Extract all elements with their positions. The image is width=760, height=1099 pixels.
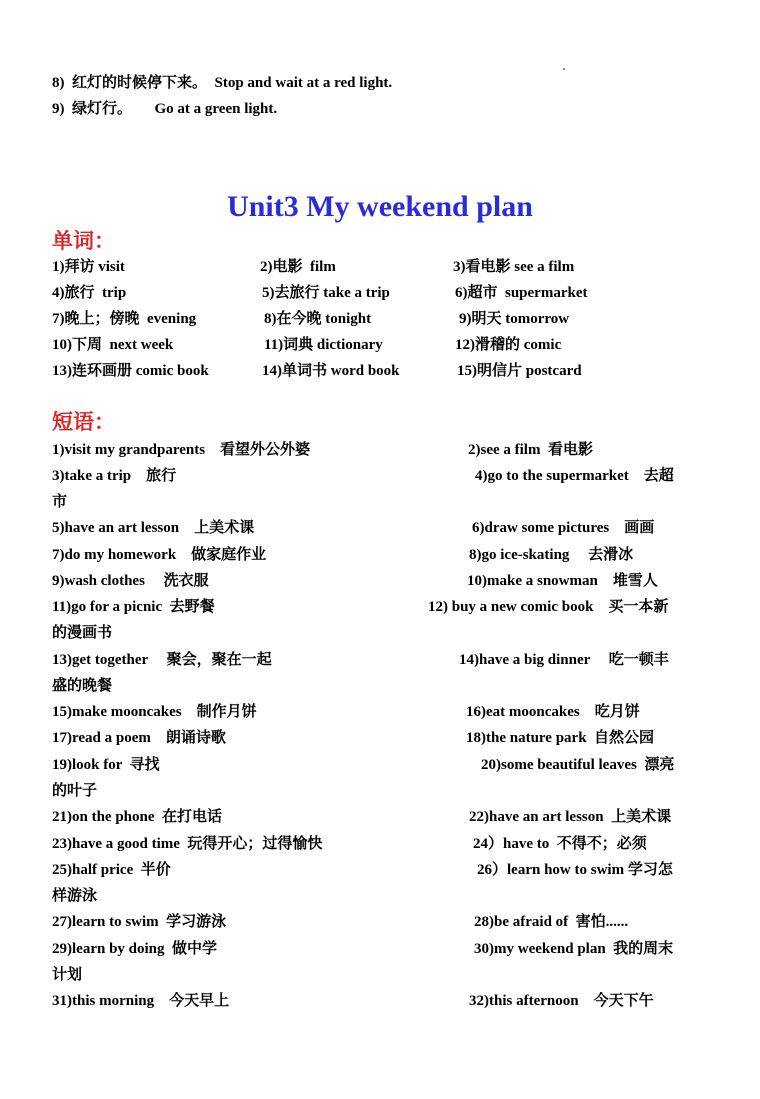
word-item: 11)词典 dictionary — [264, 337, 383, 353]
phrase-item: 14)have a big dinner 吃一顿丰 — [459, 652, 669, 668]
word-item: 13)连环画册 comic book — [52, 363, 209, 379]
phrase-item: 28)be afraid of 害怕...... — [474, 914, 629, 930]
scan-speck — [563, 68, 565, 70]
phrase-item: 5)have an art lesson 上美术课 — [52, 520, 255, 536]
phrase-continuation: 盛的晚餐 — [52, 678, 113, 694]
word-item: 2)电影 film — [260, 259, 336, 275]
phrase-item: 16)eat mooncakes 吃月饼 — [466, 704, 640, 720]
word-item: 6)超市 supermarket — [455, 285, 588, 301]
phrase-item: 26）learn how to swim 学习怎 — [477, 862, 673, 878]
word-item: 9)明天 tomorrow — [459, 311, 570, 327]
phrase-item: 25)half price 半价 — [52, 862, 171, 878]
phrase-item: 20)some beautiful leaves 漂亮 — [481, 757, 675, 773]
word-item: 4)旅行 trip — [52, 285, 127, 301]
word-item: 8)在今晚 tonight — [264, 311, 372, 327]
phrases-heading: 短语： — [52, 410, 115, 434]
word-item: 15)明信片 postcard — [457, 363, 582, 379]
word-item: 3)看电影 see a film — [453, 259, 575, 275]
phrase-item: 22)have an art lesson 上美术课 — [469, 809, 672, 825]
phrase-item: 12) buy a new comic book 买一本新 — [428, 599, 669, 615]
phrase-item: 3)take a trip 旅行 — [52, 468, 177, 484]
phrase-item: 19)look for 寻找 — [52, 757, 160, 773]
phrase-item: 18)the nature park 自然公园 — [466, 730, 655, 746]
word-item: 10)下周 next week — [52, 337, 174, 353]
words-heading: 单词： — [52, 229, 115, 253]
phrase-continuation: 计划 — [52, 967, 83, 983]
phrase-item: 8)go ice-skating 去滑冰 — [469, 547, 634, 563]
word-item: 7)晚上；傍晚 evening — [52, 311, 197, 327]
phrase-item: 6)draw some pictures 画画 — [472, 520, 655, 536]
phrase-continuation: 市 — [52, 494, 68, 510]
phrase-item: 1)visit my grandparents 看望外公外婆 — [52, 442, 311, 458]
word-item: 1)拜访 visit — [52, 259, 125, 275]
unit-title: Unit3 My weekend plan — [227, 190, 533, 223]
phrase-item: 27)learn to swim 学习游泳 — [52, 914, 227, 930]
phrase-item: 2)see a film 看电影 — [468, 442, 593, 458]
word-item: 12)滑稽的 comic — [455, 337, 562, 353]
phrase-item: 31)this morning 今天早上 — [52, 993, 230, 1009]
phrase-item: 9)wash clothes 洗衣服 — [52, 573, 209, 589]
phrase-item: 13)get together 聚会，聚在一起 — [52, 652, 272, 668]
sentence-line: 9) 绿灯行。 Go at a green light. — [52, 101, 278, 117]
phrase-item: 15)make mooncakes 制作月饼 — [52, 704, 257, 720]
phrase-continuation: 的叶子 — [52, 783, 98, 799]
phrase-item: 24）have to 不得不；必须 — [473, 836, 647, 852]
phrase-item: 17)read a poem 朗诵诗歌 — [52, 730, 226, 746]
sentence-line: 8) 红灯的时候停下来。 Stop and wait at a red light. — [52, 75, 393, 91]
word-item: 14)单词书 word book — [262, 363, 400, 379]
phrase-item: 10)make a snowman 堆雪人 — [467, 573, 658, 589]
phrase-item: 29)learn by doing 做中学 — [52, 941, 218, 957]
phrase-item: 23)have a good time 玩得开心；过得愉快 — [52, 836, 323, 852]
phrase-continuation: 样游泳 — [52, 888, 98, 904]
phrase-item: 21)on the phone 在打电话 — [52, 809, 223, 825]
phrase-item: 11)go for a picnic 去野餐 — [52, 599, 215, 615]
phrase-continuation: 的漫画书 — [52, 625, 113, 641]
word-item: 5)去旅行 take a trip — [262, 285, 390, 301]
phrase-item: 30)my weekend plan 我的周末 — [474, 941, 674, 957]
phrase-item: 32)this afternoon 今天下午 — [469, 993, 654, 1009]
phrase-item: 4)go to the supermarket 去超 — [475, 468, 674, 484]
phrase-item: 7)do my homework 做家庭作业 — [52, 547, 267, 563]
